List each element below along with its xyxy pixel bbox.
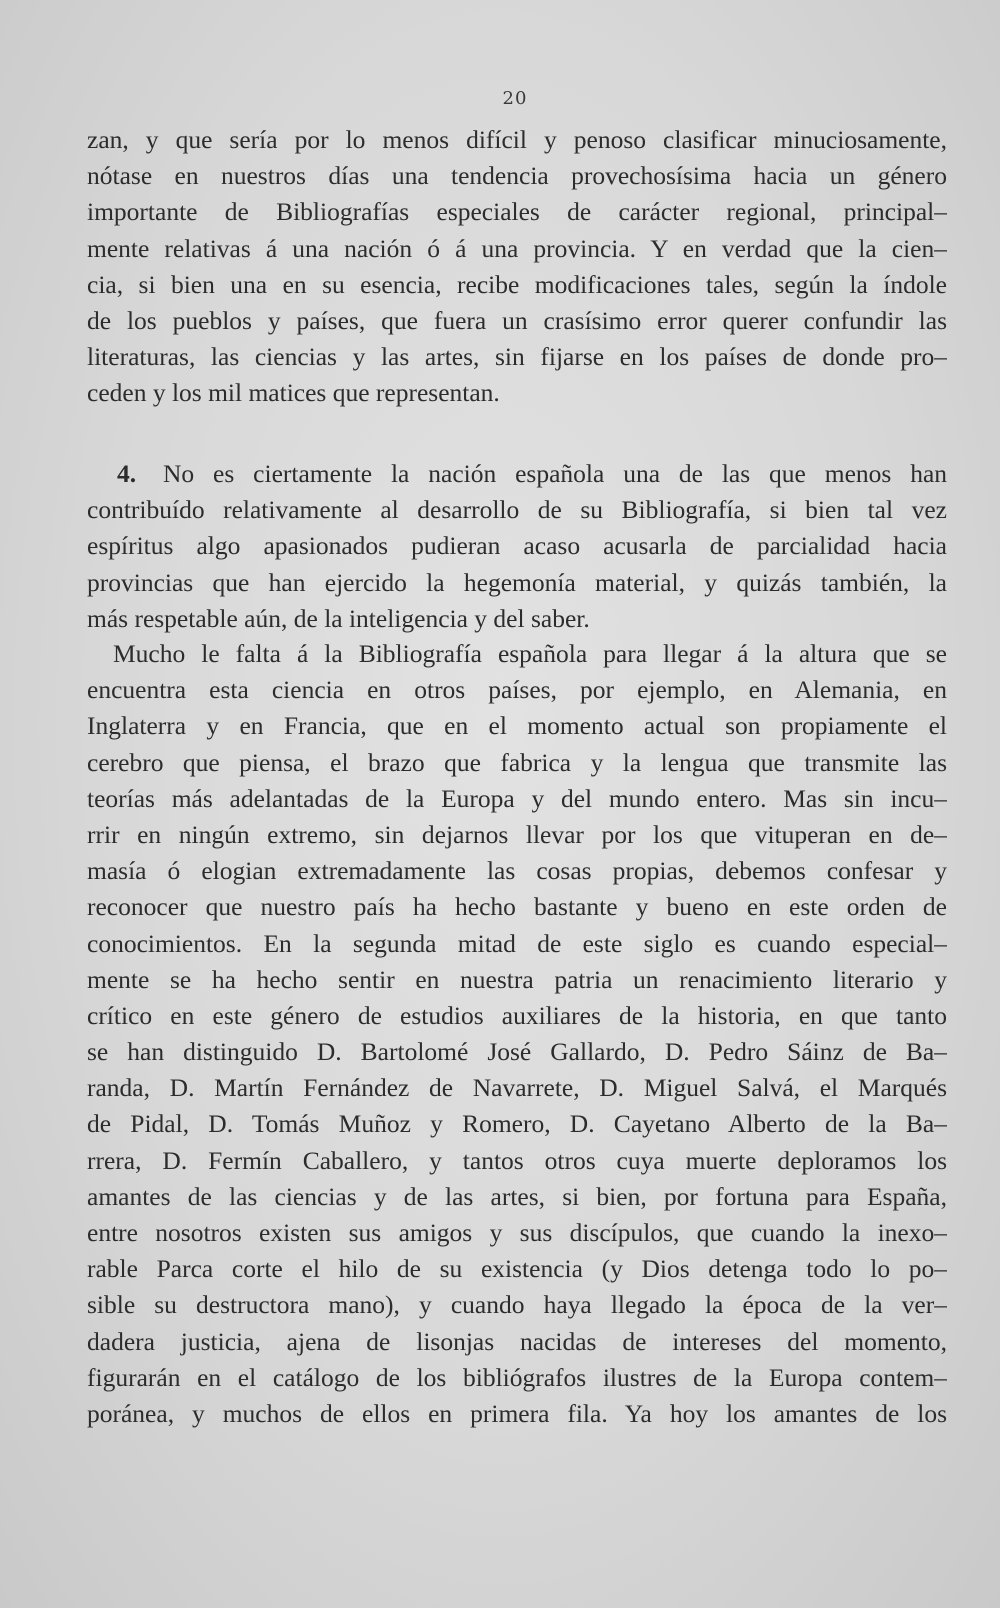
- text-line: de Pidal, D. Tomás Muñoz y Romero, D. Cayetano Alberto de la Ba–: [87, 1109, 947, 1139]
- page-number: 20: [502, 88, 528, 109]
- paragraph-2: [87, 456, 947, 637]
- text-line: más respetable aún, de la inteligencia y del saber.: [87, 603, 590, 633]
- text-line: rrera, D. Fermín Caballero, y tantos otros cuya muerte deploramos los: [87, 1145, 947, 1175]
- text-line: conocimientos. En la segunda mitad de este siglo es cuando especial–: [87, 928, 947, 958]
- text-line: reconocer que nuestro país ha hecho bastante y bueno en este orden de: [87, 892, 947, 922]
- text-line: encuentra esta ciencia en otros países, por ejemplo, en Alemania, en: [87, 675, 947, 705]
- text-line: teorías más adelantadas de la Europa y del mundo entero. Mas sin incu–: [87, 783, 947, 813]
- text-line: sible su destructora mano), y cuando haya llegado la época de la ver–: [87, 1290, 947, 1320]
- text-line: entre nosotros existen sus amigos y sus discípulos, que cuando la inexo–: [87, 1218, 947, 1247]
- text-line: provincias que han ejercido la hegemonía material, y quizás también, la: [87, 567, 947, 597]
- text-line: crítico en este género de estudios auxiliares de la historia, en que tanto: [87, 1000, 947, 1030]
- text-line: Inglaterra y en Francia, que en el momento actual son propiamente el: [87, 711, 947, 741]
- text-line: mente se ha hecho sentir en nuestra patria un renacimiento literario y: [87, 964, 947, 994]
- paragraph-1: [87, 122, 947, 412]
- section-number: 4.: [117, 459, 137, 488]
- text-line: literaturas, las ciencias y las artes, sin fijarse en los países de donde pro–: [87, 342, 947, 372]
- text-line: [87, 456, 947, 492]
- text-line: amantes de las ciencias y de las artes, si bien, por fortuna para España,: [87, 1181, 947, 1211]
- text-line: cia, si bien una en su esencia, recibe modificaciones tales, según la índole: [87, 269, 947, 299]
- text-line: importante de Bibliografías especiales de carácter regional, principal–: [87, 197, 947, 227]
- text-line-content: No es ciertamente la nación española una de las que menos han: [163, 459, 947, 488]
- text-line: espíritus algo apasionados pudieran acaso acusarla de parcialidad hacia: [87, 531, 947, 561]
- text-line: nótase en nuestros días una tendencia provechosísima hacia un género: [87, 161, 947, 191]
- text-line: randa, D. Martín Fernández de Navarrete, D. Miguel Salvá, el Marqués: [87, 1073, 947, 1103]
- text-line: se han distinguido D. Bartolomé José Gallardo, D. Pedro Sáinz de Ba–: [87, 1037, 947, 1067]
- text-line: de los pueblos y países, que fuera un crasísimo error querer confundir las: [87, 305, 947, 335]
- text-line: contribuído relativamente al desarrollo de su Bibliografía, si bien tal vez: [87, 495, 947, 525]
- paragraph-3: [87, 636, 947, 1432]
- text-line: ceden y los mil matices que representan.: [87, 378, 500, 408]
- text-line: mente relativas á una nación ó á una provincia. Y en verdad que la cien–: [87, 233, 947, 263]
- text-line: cerebro que piensa, el brazo que fabrica y la lengua que transmite las: [87, 747, 947, 777]
- text-line: Mucho le falta á la Bibliografía española para llegar á la altura que se: [113, 639, 947, 668]
- text-line: figurarán en el catálogo de los bibliógrafos ilustres de la Europa contem–: [87, 1362, 947, 1392]
- text-line: masía ó elogian extremadamente las cosas propias, debemos confesar y: [87, 856, 947, 886]
- text-line: zan, y que sería por lo menos difícil y penoso clasificar minuciosamente,: [87, 125, 947, 154]
- text-line: rrir en ningún extremo, sin dejarnos llevar por los que vituperan en de–: [87, 819, 947, 849]
- text-line: dadera justicia, ajena de lisonjas nacidas de intereses del momento,: [87, 1326, 947, 1356]
- text-line: rable Parca corte el hilo de su existencia (y Dios detenga todo lo po–: [87, 1254, 947, 1284]
- text-line: poránea, y muchos de ellos en primera fila. Ya hoy los amantes de los: [87, 1398, 947, 1428]
